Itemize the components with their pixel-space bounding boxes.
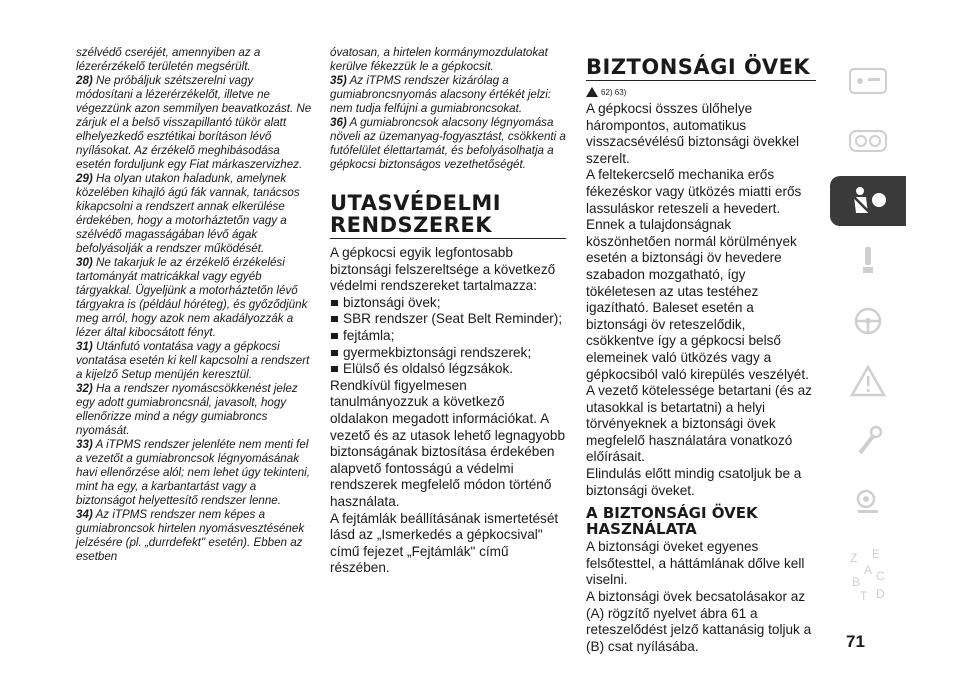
index-letter: D — [876, 587, 885, 601]
continuation-text: szélvédő cseréjét, amennyiben az a lézerérzékelő területén megsérült. — [76, 46, 261, 73]
paragraph: A fejtámlák beállításának ismertetését lásd az „Ismerkedés a gépkocsival" című fejezet „Fejtámlák" című részében. — [330, 510, 559, 576]
note-number: 33) — [76, 438, 93, 451]
index-letter: Z — [850, 551, 858, 565]
paragraph: A gépkocsi egyik legfontosabb biztonsági felszereltsége a következő védelmi rendszereket tartalmazza: — [330, 245, 556, 294]
warning-references: 62) 63) — [586, 87, 816, 97]
steering-wheel-icon[interactable] — [830, 296, 906, 346]
section-heading-utasvedelmi: UTASVÉDELMI RENDSZEREK — [330, 192, 566, 239]
paragraph: A biztonsági öveket egyenes felsőtesttel, a háttámlának dőlve kell viselni. — [586, 539, 805, 588]
subsection-heading: A BIZTONSÁGI ÖVEK HASZNÁLATA — [586, 504, 758, 539]
note-number: 29) — [76, 172, 93, 185]
note-text: A iTPMS rendszer jelenléte nem menti fel a vezetőt a gumiabroncsok légnyomásának havi ellenőrzése alól; nem lehet úgy tekinteni, mint ha egy, a karbantartást vagy a biztonságot helyettesítő rendszer lenne. — [76, 438, 310, 507]
car-dashboard-icon[interactable] — [830, 56, 906, 106]
bullet-list — [330, 295, 566, 378]
warning-note — [76, 340, 312, 382]
index-letter: E — [872, 547, 881, 561]
list-item: biztonsági övek; — [330, 295, 566, 312]
list-item: Elülső és oldalsó légzsákok. — [330, 361, 566, 378]
warning-triangle-icon — [586, 87, 598, 97]
wrench-service-icon[interactable] — [830, 416, 906, 466]
paragraph: Elindulás előtt mindig csatoljuk be a biztonsági öveket. — [586, 466, 802, 498]
notes-list — [76, 74, 312, 564]
warning-triangle-icon[interactable] — [830, 356, 906, 406]
note-text: Ne próbáljuk szétszerelni vagy módosítani a lézerérzékelőt, illetve ne végezzünk azon semmilyen beavatkozást. Ne zárjuk el a belső visszapillantó tükör alatt elhelyezkedő esztétikai borításon lévő nyílásokat. Az érzékelő meghibásodása esetén forduljunk egy Fiat márkaszervizhez. — [76, 74, 312, 171]
note-text: A gumiabroncsok alacsony légnyomása növeli az üzemanyag-fogyasztást, csökkenti a futófelület élettartamát, és befolyásolhatja a gépkocsi biztonságos vezethetőségét. — [330, 116, 566, 171]
warning-note — [76, 438, 312, 508]
key-ignition-icon[interactable] — [830, 236, 906, 286]
column-right — [586, 46, 816, 655]
alphabet-index-icon[interactable] — [830, 536, 906, 616]
warning-note — [76, 508, 312, 564]
chapter-sidebar — [830, 56, 906, 626]
note-text: Utánfutó vontatása vagy a gépkocsi vontatása esetén ki kell kapcsolni a rendszert a kijelző Setup menüjén keresztül. — [76, 340, 310, 381]
index-letter: A — [864, 563, 873, 577]
index-letter: C — [876, 569, 885, 583]
warning-note — [76, 74, 312, 172]
note-number: 35) — [330, 74, 347, 87]
index-letter: B — [852, 575, 861, 589]
list-item: gyermekbiztonsági rendszerek; — [330, 345, 566, 362]
warning-note — [330, 74, 566, 116]
note-text: Ha olyan utakon haladunk, amelynek közelében kihajló ágú fák vannak, tanácsos kikapcsolni a rendszert annak elkerülése érdekében, hogy a motorháztetőn vagy a szélvédő magasságában lévő ágak befolyásolják a rendszer működését. — [76, 172, 300, 255]
note-text: Ne takarjuk le az érzékelő érzékelési tartományát matricákkal vagy egyéb tárgyakkal. Ügyeljünk a motorháztetőn lévő tárgyakra is (például hóréteg), és győződjünk meg arról, hogy azok nem akadályozzák a lézer által kibocsátott fényt. — [76, 256, 308, 339]
list-item: SBR rendszer (Seat Belt Reminder); — [330, 311, 566, 328]
paragraph: A feltekercselő mechanika erős fékezéskor vagy ütközés miatti erős lassuláskor reteszeli a hevedert. Ennek a tulajdonságnak köszönhetően normál körülmények esetén a biztonsági öv hevedere szabadon mozgatható, így tökéletesen az utas testéhez igazítható. Baleset esetén a biztonsági öv reteszelődik, csökkentve így a gépkocsi belső elemeinek való ütközés vagy a gépkocsiból való kirepülés veszélyét. — [586, 167, 809, 382]
technical-data-icon[interactable] — [830, 476, 906, 526]
note-number: 34) — [76, 508, 93, 521]
warning-note — [330, 116, 566, 172]
note-number: 30) — [76, 256, 93, 269]
notes-list — [330, 74, 566, 172]
section-heading-biztonsagi-ovek: BIZTONSÁGI ÖVEK — [586, 56, 816, 81]
paragraph: Rendkívül figyelmesen tanulmányozzuk a következő oldalakon megadott információkat. A vezető és az utasok lehető legnagyobb biztonságának biztosítása érdekében alapvető fontosságú a védelmi rendszerek megfelelő módon történő használata. — [330, 377, 566, 509]
note-number: 36) — [330, 116, 347, 129]
warning-note — [76, 256, 312, 340]
list-item: fejtámla; — [330, 328, 566, 345]
paragraph: A biztonsági övek becsatolásakor az (A) rögzítő nyelvet ábra 61 a reteszelődést jelző kattanásig toljuk a (B) csat nyílásába. — [586, 589, 812, 654]
note-text: Az iTPMS rendszer nem képes a gumiabroncsok hirtelen nyomásvesztésének jelzésére (pl. „durrdefekt" esetén). Ebben az esetben — [76, 508, 305, 563]
instrument-panel-icon[interactable] — [830, 116, 906, 166]
paragraph: A gépkocsi összes ülőhelye hárompontos, automatikus visszacsévélésű biztonsági övekkel szerelt. — [586, 101, 800, 166]
paragraph: A vezető kötelessége betartani (és az utasokkal is betartatni) a helyi törvényeknek a biztonsági övek megfelelő használatára vonatkozó előírásait. — [586, 383, 812, 465]
note-text: Az iTPMS rendszer kizárólag a gumiabroncsnyomás alacsony értékét jelzi: nem tudja felfújni a gumiabroncsokat. — [330, 74, 552, 115]
warning-note — [76, 382, 312, 438]
seatbelt-safety-icon[interactable] — [830, 176, 906, 226]
column-middle — [330, 46, 566, 577]
note-text: Ha a rendszer nyomáscsökkenést jelez egy adott gumiabroncsnál, javasolt, hogy ellenőrizze mind a négy gumiabroncs nyomását. — [76, 382, 298, 437]
index-letter: T — [860, 589, 868, 603]
page-number: 71 — [846, 632, 865, 651]
column-left — [76, 46, 312, 564]
note-number: 32) — [76, 382, 93, 395]
note-number: 31) — [76, 340, 93, 353]
note-number: 28) — [76, 74, 93, 87]
continuation-text: óvatosan, a hirtelen kormánymozdulatokat kerülve fékezzük le a gépkocsit. — [330, 46, 548, 73]
warning-note — [76, 172, 312, 256]
